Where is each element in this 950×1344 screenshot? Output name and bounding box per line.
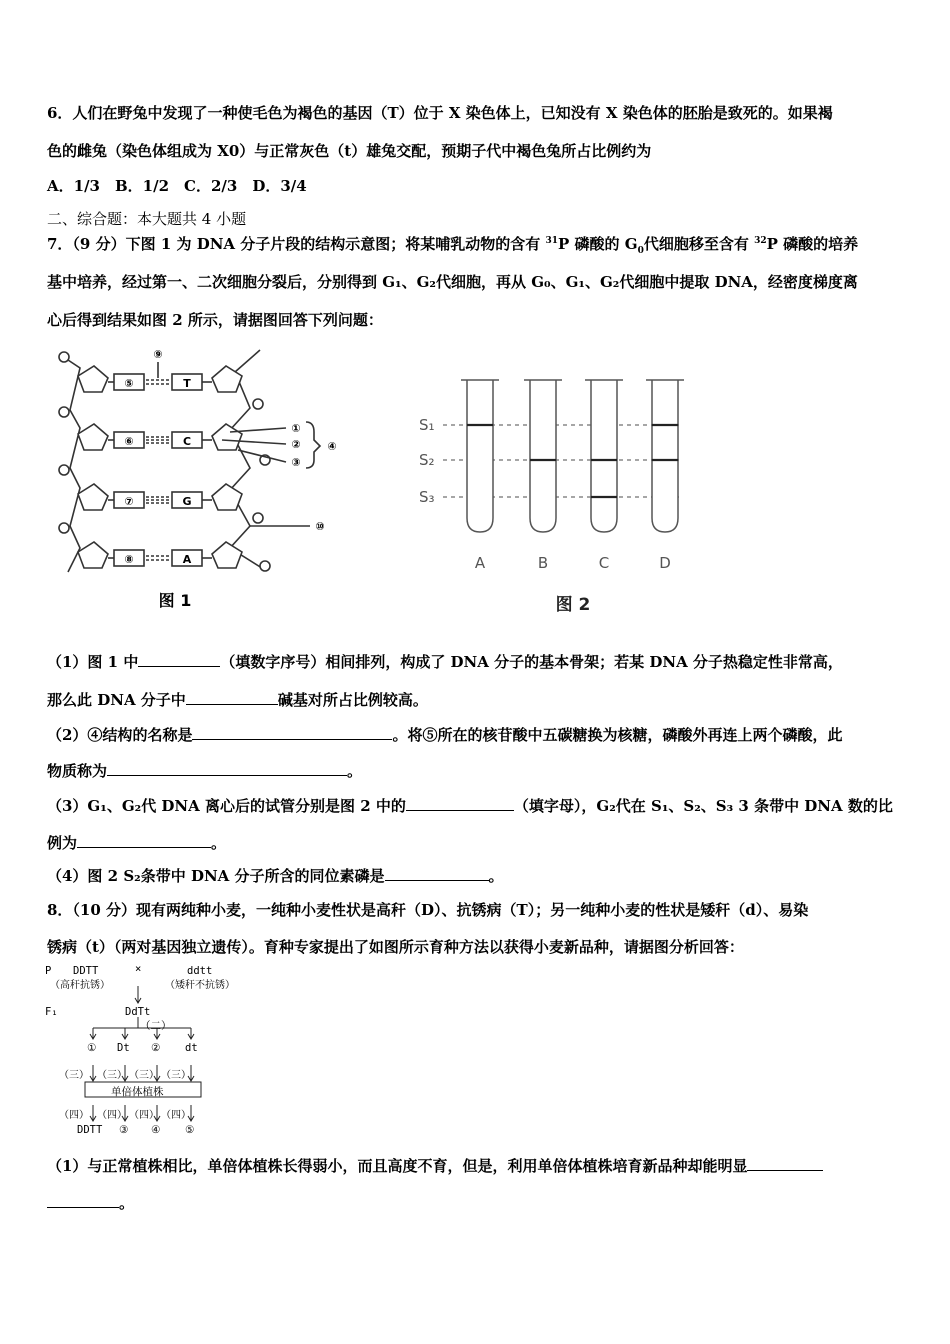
q7-sub3-text-c: 例为	[47, 834, 78, 852]
q6-line1: 6．人们在野兔中发现了一种使毛色为褐色的基因（T）位于 X 染色体上，已知没有 X 染色体的胚胎是致死的。如果褐	[47, 104, 833, 122]
band-label-s1: S₁	[419, 416, 435, 434]
q7-sub3-text-b: （填字母），G₂代在 S₁、S₂、S₃ 3 条带中 DNA 数的比	[513, 797, 893, 815]
base-left-1: ⑤	[124, 377, 134, 390]
flow-cross: ×	[135, 963, 142, 975]
q7-line2: 基中培养，经过第一、二次细胞分裂后，分别得到 G₁、G₂代细胞，再从 G₀、G₁、G₂代细胞中提取 DNA，经密度梯度离	[47, 273, 858, 291]
tube-label-a: A	[474, 554, 486, 572]
base-right-4: A	[182, 553, 192, 566]
q7-sub2-text-d: 。	[347, 762, 363, 780]
base-right-3: G	[182, 495, 192, 508]
answer-blank-3[interactable]	[192, 725, 392, 740]
flow-result-4: ⑤	[185, 1124, 195, 1136]
q7-sub1-text-d: 碱基对所占比例较高。	[277, 691, 428, 709]
flow-p-label: P	[45, 965, 52, 977]
q7-sub1-line2	[47, 689, 428, 710]
q7-line1-d: P 磷酸的培养	[766, 235, 859, 253]
figure2-caption: 图 2	[555, 595, 591, 615]
label-10: ⑩	[315, 520, 325, 533]
label-3: ③	[291, 456, 301, 469]
answer-blank-4[interactable]	[107, 761, 347, 776]
label-1: ①	[291, 422, 301, 435]
q7-sub4-text-a: （4）图 2 S₂条带中 DNA 分子所含的同位素磷是	[47, 867, 385, 885]
q7-sub2-line2	[47, 760, 362, 781]
base-left-3: ⑦	[124, 495, 134, 508]
flow-step3-4: （三）	[161, 1070, 191, 1081]
label-9: ⑨	[153, 348, 163, 361]
centrifuge-tubes-figure	[415, 370, 705, 620]
q7-line1-a: 7．（9 分）下图 1 为 DNA 分子片段的结构示意图；将某哺乳动物的含有	[47, 235, 546, 253]
q7-sub3-line1	[47, 795, 893, 816]
flow-gamete-2: Dt	[117, 1042, 130, 1054]
answer-blank-8b[interactable]	[47, 1193, 119, 1208]
q6-options: A．1/3 B．1/2 C．2/3 D．3/4	[47, 177, 307, 195]
label-4: ④	[327, 440, 337, 453]
q7-sub3-line2	[47, 832, 226, 853]
answer-blank-5[interactable]	[406, 796, 514, 811]
flow-step4-2: （四）	[97, 1110, 127, 1121]
flow-f1-label: F₁	[45, 1006, 58, 1018]
flow-step4-1: （四）	[59, 1110, 89, 1121]
q7-line3: 心后得到结果如图 2 所示，请据图回答下列问题：	[47, 311, 383, 329]
tube-label-b: B	[537, 554, 549, 572]
flow-step3-1: （三）	[59, 1070, 89, 1081]
answer-blank-7[interactable]	[385, 866, 489, 881]
flow-step3-3: （三）	[129, 1070, 159, 1081]
q7-sub2-text-b: 。将⑤所在的核苷酸中五碳糖换为核糖，磷酸外再连上两个磷酸，此	[392, 726, 843, 744]
flow-haploid-box: 单倍体植株	[111, 1086, 164, 1098]
q7-line1-b: P 磷酸的 G	[558, 235, 638, 253]
q7-sub4	[47, 865, 504, 886]
answer-blank-2[interactable]	[186, 690, 278, 705]
q7-sub2-text-c: 物质称为	[47, 762, 108, 780]
q7-sub4-text-b: 。	[488, 867, 504, 885]
base-right-1: T	[183, 377, 191, 390]
q7-sub1-text-a: （1）图 1 中	[47, 653, 139, 671]
base-left-2: ⑥	[124, 435, 134, 448]
flow-gamete-3: ②	[151, 1042, 161, 1054]
flow-result-3: ④	[151, 1124, 161, 1136]
flow-parent1: DDTT	[73, 965, 99, 977]
tube-label-d: D	[659, 554, 671, 572]
q8-sub1-line2	[47, 1192, 134, 1213]
band-label-s3: S₃	[419, 488, 435, 506]
q7-line1	[47, 233, 858, 256]
answer-blank-8a[interactable]	[747, 1156, 823, 1171]
q7-sub1-text-c: 那么此 DNA 分子中	[47, 691, 186, 709]
flow-parent2-desc: （矮秆不抗锈）	[165, 980, 235, 991]
q6-line2: 色的雌兔（染色体组成为 X0）与正常灰色（t）雄兔交配，预期子代中褐色兔所占比例约为	[47, 142, 652, 160]
flow-gamete-4: dt	[185, 1042, 198, 1054]
q7-sub1-line1	[47, 651, 843, 672]
q7-sub3-text-d: 。	[211, 834, 227, 852]
isotope-32: 32	[754, 236, 767, 246]
q7-sub3-text-a: （3）G₁、G₂代 DNA 离心后的试管分别是图 2 中的	[47, 797, 406, 815]
flow-result-2: ③	[119, 1124, 129, 1136]
q7-sub1-text-b: （填数字序号）相间排列，构成了 DNA 分子的基本骨架；若某 DNA 分子热稳定性非常高，	[220, 653, 843, 671]
q7-sub2-line1	[47, 724, 842, 745]
figure1-caption: 图 1	[158, 591, 192, 610]
dna-structure-figure	[50, 340, 350, 620]
q7-sub2-text-a: （2）④结构的名称是	[47, 726, 193, 744]
flow-f1: DdTt	[125, 1006, 151, 1018]
answer-blank-1[interactable]	[138, 652, 220, 667]
flow-parent1-desc: （高秆抗锈）	[50, 980, 110, 991]
q8-sub1-line1	[47, 1155, 823, 1176]
g0-subscript: 0	[637, 246, 644, 256]
answer-blank-6[interactable]	[77, 833, 211, 848]
band-label-s2: S₂	[419, 451, 435, 469]
flow-step4-3: （四）	[129, 1110, 159, 1121]
q8-sub1-text-b: 。	[119, 1194, 135, 1212]
q8-sub1-text-a: （1）与正常植株相比，单倍体植株长得弱小，而且高度不育，但是，利用单倍体植株培育新品种却能明显	[47, 1157, 748, 1175]
flow-step4-4: （四）	[161, 1110, 191, 1121]
base-right-2: C	[182, 435, 192, 448]
q7-line1-c: 代细胞移至含有	[643, 235, 755, 253]
flow-parent2: ddtt	[187, 965, 213, 977]
tube-label-c: C	[598, 554, 610, 572]
isotope-31: 31	[545, 236, 559, 246]
flow-step3-2: （三）	[97, 1070, 127, 1081]
q8-line1: 8．（10 分）现有两纯种小麦，一纯种小麦性状是高秆（D）、抗锈病（T）；另一纯种小麦的性状是矮秆（d）、易染	[47, 901, 809, 919]
base-left-4: ⑧	[124, 553, 134, 566]
flow-step2: （二）	[140, 1020, 172, 1032]
section-heading: 二、综合题：本大题共 4 小题	[47, 210, 247, 228]
breeding-flowchart	[45, 962, 255, 1142]
flow-gamete-1: ①	[87, 1042, 97, 1054]
q8-line2: 锈病（t）（两对基因独立遗传）。育种专家提出了如图所示育种方法以获得小麦新品种，请据图分析回答：	[47, 938, 744, 956]
flow-result-1: DDTT	[77, 1124, 103, 1136]
label-2: ②	[291, 438, 301, 451]
